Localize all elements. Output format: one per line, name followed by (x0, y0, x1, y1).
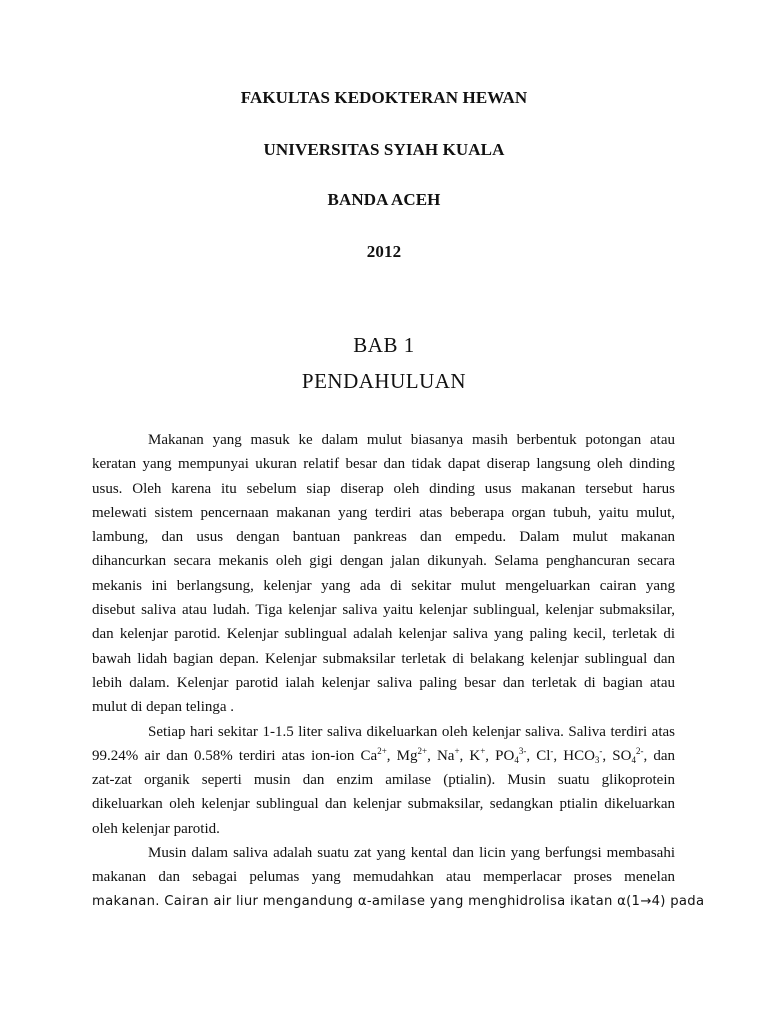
university-heading: UNIVERSITAS SYIAH KUALA (263, 140, 505, 159)
paragraph-line: Setiap hari sekitar 1-1.5 liter saliva dikeluarkan oleh kelenjar saliva. Saliva terdiri atas (148, 723, 675, 740)
body-text (92, 428, 705, 914)
ion-so4: $SO_4^{2-}$ (612, 745, 644, 765)
faculty-heading: FAKULTAS KEDOKTERAN HEWAN (240, 88, 528, 107)
paragraph-line: lebih dalam. Kelenjar parotid ialah kelenjar saliva paling besar dan terletak di bagian atau (92, 674, 675, 691)
chapter-title: PENDAHULUAN (301, 369, 467, 393)
ion-mg: $Mg^{2+}$ (396, 745, 428, 764)
paragraph-line: dihancurkan secara mekanis oleh gigi dengan jalan dikunyah. Selama penghancuran secara (92, 553, 675, 570)
paragraph-line: lambung, dan usus dengan bantuan pankreas dan empedu. Dalam mulut makanan (92, 529, 675, 546)
city-heading: BANDA ACEH (327, 190, 441, 209)
chapter-number: BAB 1 (353, 333, 415, 357)
paragraph-line: oleh kelenjar parotid. (92, 820, 220, 837)
paragraph-line: usus. Oleh karena itu sebelum siap diserap oleh dinding usus makanan tersebut harus (92, 480, 675, 497)
paragraph-line: mulut di depan telinga . (92, 699, 235, 716)
paragraph-line: makanan dan sebagai pelumas yang memudahkan atau memperlacar proses menelan (92, 869, 675, 886)
year-heading: 2012 (366, 242, 402, 261)
ion-hco3: $HCO_3^-$ (563, 745, 603, 765)
ion-po4: $PO_4^{3-}$ (495, 745, 527, 765)
paragraph-line: keratan yang mempunyai ukuran relatif besar dan tidak dapat diserap langsung oleh dinding (92, 456, 675, 473)
ion-cl: Cl- (536, 745, 554, 764)
ion-na: Na+ (436, 745, 460, 764)
paragraph-line: zat-zat organik seperti musin dan enzim amilase (ptialin). Musin suatu glikoprotein (92, 772, 675, 789)
paragraph-line: bawah lidah bagian depan. Kelenjar submaksilar terletak di belakang kelenjar sublingual dan (92, 650, 675, 667)
ion-ca: $Ca^{2+}$ (360, 745, 387, 764)
ion-k: K+ (469, 745, 486, 764)
paragraph-line: dan kelenjar parotid. Kelenjar sublingual adalah kelenjar saliva yang paling kecil, terletak di (92, 626, 675, 643)
paragraph-line: mekanis ini berlangsung, kelenjar yang ada di sekitar mulut mengeluarkan cairan yang (92, 577, 675, 594)
paragraph-line: disebut saliva atau ludah. Tiga kelenjar saliva yaitu kelenjar sublingual, kelenjar submaksilar, (92, 602, 675, 619)
paragraph-line: Makanan yang masuk ke dalam mulut biasanya masih berbentuk potongan atau (148, 432, 675, 448)
paragraph-line: dikeluarkan oleh kelenjar sublingual dan kelenjar submaksilar, sedangkan ptialin dikeluarkan (92, 796, 675, 813)
paragraph-line: makanan. Cairan air liur mengandung α-amilase yang menghidrolisa ikatan α(1→4) pada (92, 893, 705, 909)
ions-outro: , dan (643, 747, 675, 764)
ions-intro: 99.24% air dan 0.58% terdiri atas ion-ion (92, 747, 355, 764)
paragraph-line: Musin dalam saliva adalah suatu zat yang kental dan licin yang berfungsi membasahi (148, 845, 675, 862)
paragraph-line: melewati sistem pencernaan makanan yang terdiri atas beberapa organ tubuh, yaitu mulut, (92, 504, 675, 521)
paragraph-line-ions: 99.24% air dan 0.58% terdiri atas ion-ion $Ca^{2+}$, $Mg^{2+}$, Na+, K+, $PO_4^{3-}$, Cl-, $HCO_3^-$, $SO_4^{2-}$, dan (92, 745, 675, 765)
